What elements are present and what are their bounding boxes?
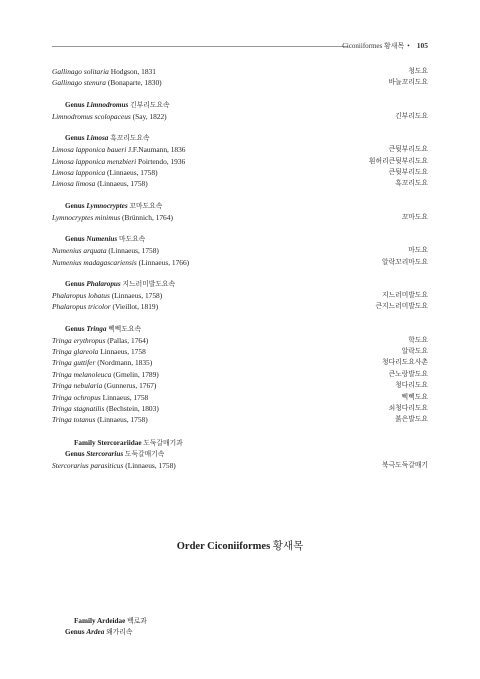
genus-korean-name: 삑삑도요속	[108, 325, 142, 333]
species-scientific-name: Limosa limosa	[52, 179, 96, 189]
species-row	[52, 257, 428, 268]
species-scientific-name: Stercorarius parasiticus	[52, 460, 124, 470]
species-korean-name: 큰지느러미발도요	[375, 303, 428, 311]
header-rule	[52, 46, 348, 47]
species-korean-name: 청도요	[408, 68, 428, 75]
species-row	[52, 290, 428, 301]
species-scientific-name: Lymnocryptes minimus	[52, 212, 121, 222]
species-author: J.F.Naumann, 1836	[128, 145, 186, 155]
species-korean-name: 청다리도요	[395, 382, 428, 390]
genus-heading-ardea	[52, 627, 428, 638]
species-author: (Bonaparte, 1830)	[107, 78, 162, 88]
genus-heading-stercorarius	[52, 449, 428, 460]
species-korean-name: 북극도둑갈매기	[382, 461, 428, 469]
genus-korean-name: 도둑갈매기속	[124, 450, 165, 458]
species-korean-name: 큰뒷부리도요	[388, 168, 428, 176]
species-author: Linnaeus, 1758	[100, 347, 146, 357]
genus-label: Genus	[65, 628, 85, 636]
species-korean-name: 마도요	[408, 247, 428, 255]
species-scientific-name: Tringa totanus	[52, 415, 96, 425]
species-author: (Say, 1822)	[132, 111, 167, 121]
species-author: (Linnaeus, 1758)	[108, 246, 159, 256]
species-korean-name: 흰허리큰뒷부리도요	[368, 157, 428, 165]
species-row	[52, 357, 428, 368]
species-author: (Vieillot, 1819)	[112, 302, 159, 312]
species-scientific-name: Tringa ochropus	[52, 392, 101, 402]
order-korean-name: 황새목	[272, 541, 304, 552]
species-row	[52, 335, 428, 346]
genus-heading-numenius	[52, 234, 428, 245]
genus-label: Genus	[65, 100, 85, 109]
genus-korean-name: 긴부리도요속	[130, 101, 170, 109]
species-scientific-name: Tringa nebularia	[52, 381, 103, 391]
species-korean-name: 바늘꼬리도요	[388, 79, 428, 87]
species-korean-name: 학도요	[408, 336, 428, 344]
genus-heading-phalaropus	[52, 279, 428, 290]
genus-name: Limosa	[86, 134, 109, 143]
species-row	[52, 245, 428, 256]
genus-label: Genus	[65, 201, 85, 210]
genus-heading-lymnocryptes	[52, 201, 428, 212]
species-korean-name: 쇠청다리도요	[388, 405, 428, 413]
species-row	[52, 346, 428, 357]
family-name: Ardeidae	[96, 617, 126, 625]
species-row	[52, 77, 428, 88]
species-author: (Linnaeus, 1758)	[107, 167, 158, 177]
genus-korean-name: 왜가리속	[106, 629, 133, 636]
species-scientific-name: Limosa lapponica	[52, 167, 106, 177]
family-korean-name: 백로과	[127, 618, 147, 625]
species-author: (Gmelin, 1789)	[113, 369, 159, 379]
page-number: 105	[416, 41, 428, 50]
species-korean-name: 지느러미발도요	[382, 291, 428, 299]
species-author: (Linnaeus, 1758)	[97, 415, 148, 425]
species-author: Poirtendo, 1936	[138, 156, 186, 166]
genus-label: Genus	[65, 324, 85, 333]
genus-korean-name: 꼬마도요속	[129, 202, 163, 210]
genus-label: Genus	[65, 134, 85, 143]
species-row	[52, 178, 428, 189]
species-row	[52, 167, 428, 178]
genus-name: Phalaropus	[86, 279, 121, 288]
species-author: (Gunnerus, 1767)	[104, 381, 157, 391]
running-header	[52, 40, 428, 52]
genus-name: Stercorarius	[86, 449, 124, 458]
species-author: (Linnaeus, 1766)	[138, 257, 190, 267]
species-scientific-name: Tringa glareola	[52, 347, 99, 357]
genus-label: Genus	[65, 279, 85, 288]
genus-name: Tringa	[86, 324, 107, 333]
order-heading	[0, 540, 480, 554]
species-scientific-name: Tringa erythropus	[52, 335, 106, 345]
family-korean-name: 도둑갈매기과	[143, 439, 183, 447]
family-label: Family	[74, 438, 96, 447]
species-korean-name: 붉은발도요	[395, 416, 428, 424]
family-name: Stercorariidae	[97, 438, 142, 447]
species-author: (Pallas, 1764)	[107, 335, 149, 345]
species-scientific-name: Tringa stagnatilis	[52, 404, 105, 414]
species-scientific-name: Numenius madagascariensis	[52, 257, 137, 267]
species-row	[52, 392, 428, 403]
species-korean-name: 큰뒷부리도요	[388, 146, 428, 154]
species-row	[52, 144, 428, 155]
species-scientific-name: Gallinago solitaria	[52, 67, 109, 76]
species-row	[52, 380, 428, 391]
species-author: Linnaeus, 1758	[102, 392, 149, 402]
species-scientific-name: Gallinago stenura	[52, 78, 106, 88]
running-title: Ciconiiformes 황새목	[342, 42, 405, 50]
species-row	[52, 460, 428, 471]
genus-korean-name: 지느러미발도요속	[122, 280, 176, 288]
species-author: (Linnaeus, 1758)	[125, 460, 176, 470]
order-name: Order Ciconiiformes	[176, 541, 271, 552]
genus-label: Genus	[65, 449, 85, 458]
species-list	[52, 66, 428, 471]
genus-korean-name: 흑꼬리도요속	[110, 135, 150, 143]
species-row	[52, 301, 428, 312]
species-korean-name: 흑꼬리도요	[395, 180, 428, 188]
species-row	[52, 66, 428, 77]
species-korean-name: 알락꼬리마도요	[382, 258, 428, 266]
species-author: (Brünnich, 1764)	[122, 212, 173, 222]
species-author: (Linnaeus, 1758)	[97, 179, 148, 189]
species-row	[52, 212, 428, 223]
species-author: (Linnaeus, 1758)	[111, 290, 163, 300]
species-korean-name: 청다리도요사촌	[382, 359, 428, 367]
species-scientific-name: Numenius arquata	[52, 246, 107, 256]
species-author: (Bechstein, 1803)	[106, 404, 159, 414]
species-row	[52, 414, 428, 425]
species-row	[52, 403, 428, 414]
family-label: Family	[74, 617, 96, 625]
ardeidae-section	[52, 616, 428, 638]
header-text	[342, 40, 428, 52]
genus-heading-tringa	[52, 324, 428, 335]
genus-heading-limosa	[52, 133, 428, 144]
species-korean-name: 알락도요	[401, 348, 428, 356]
species-row	[52, 111, 428, 122]
genus-name: Lymnocryptes	[86, 201, 128, 210]
species-korean-name: 긴부리도요	[395, 112, 428, 120]
species-scientific-name: Limosa lapponica menzbieri	[52, 156, 137, 166]
species-scientific-name: Limnodromus scolopaceus	[52, 111, 131, 121]
species-row	[52, 156, 428, 167]
species-author: Hodgson, 1831	[110, 67, 156, 76]
species-author: (Nordmann, 1835)	[97, 358, 153, 368]
species-scientific-name: Phalaropus lobatus	[52, 290, 110, 300]
header-separator: •	[407, 42, 410, 50]
family-heading-stercorariidae	[52, 438, 428, 449]
genus-name: Numenius	[86, 235, 118, 244]
species-korean-name: 큰노랑발도요	[388, 370, 428, 378]
species-korean-name: 꼬마도요	[401, 213, 428, 221]
species-row	[52, 369, 428, 380]
species-scientific-name: Limosa lapponica baueri	[52, 145, 127, 155]
species-scientific-name: Phalaropus tricolor	[52, 302, 111, 312]
genus-korean-name: 마도요속	[118, 236, 146, 244]
species-korean-name: 삑삑도요	[401, 393, 428, 401]
genus-name: Ardea	[86, 628, 105, 636]
genus-name: Limnodromus	[86, 100, 129, 109]
family-heading-ardeidae	[52, 616, 428, 627]
genus-label: Genus	[65, 235, 85, 244]
genus-heading-limnodromus	[52, 100, 428, 111]
species-scientific-name: Tringa guttifer	[52, 358, 96, 368]
species-scientific-name: Tringa melanoleuca	[52, 369, 112, 379]
